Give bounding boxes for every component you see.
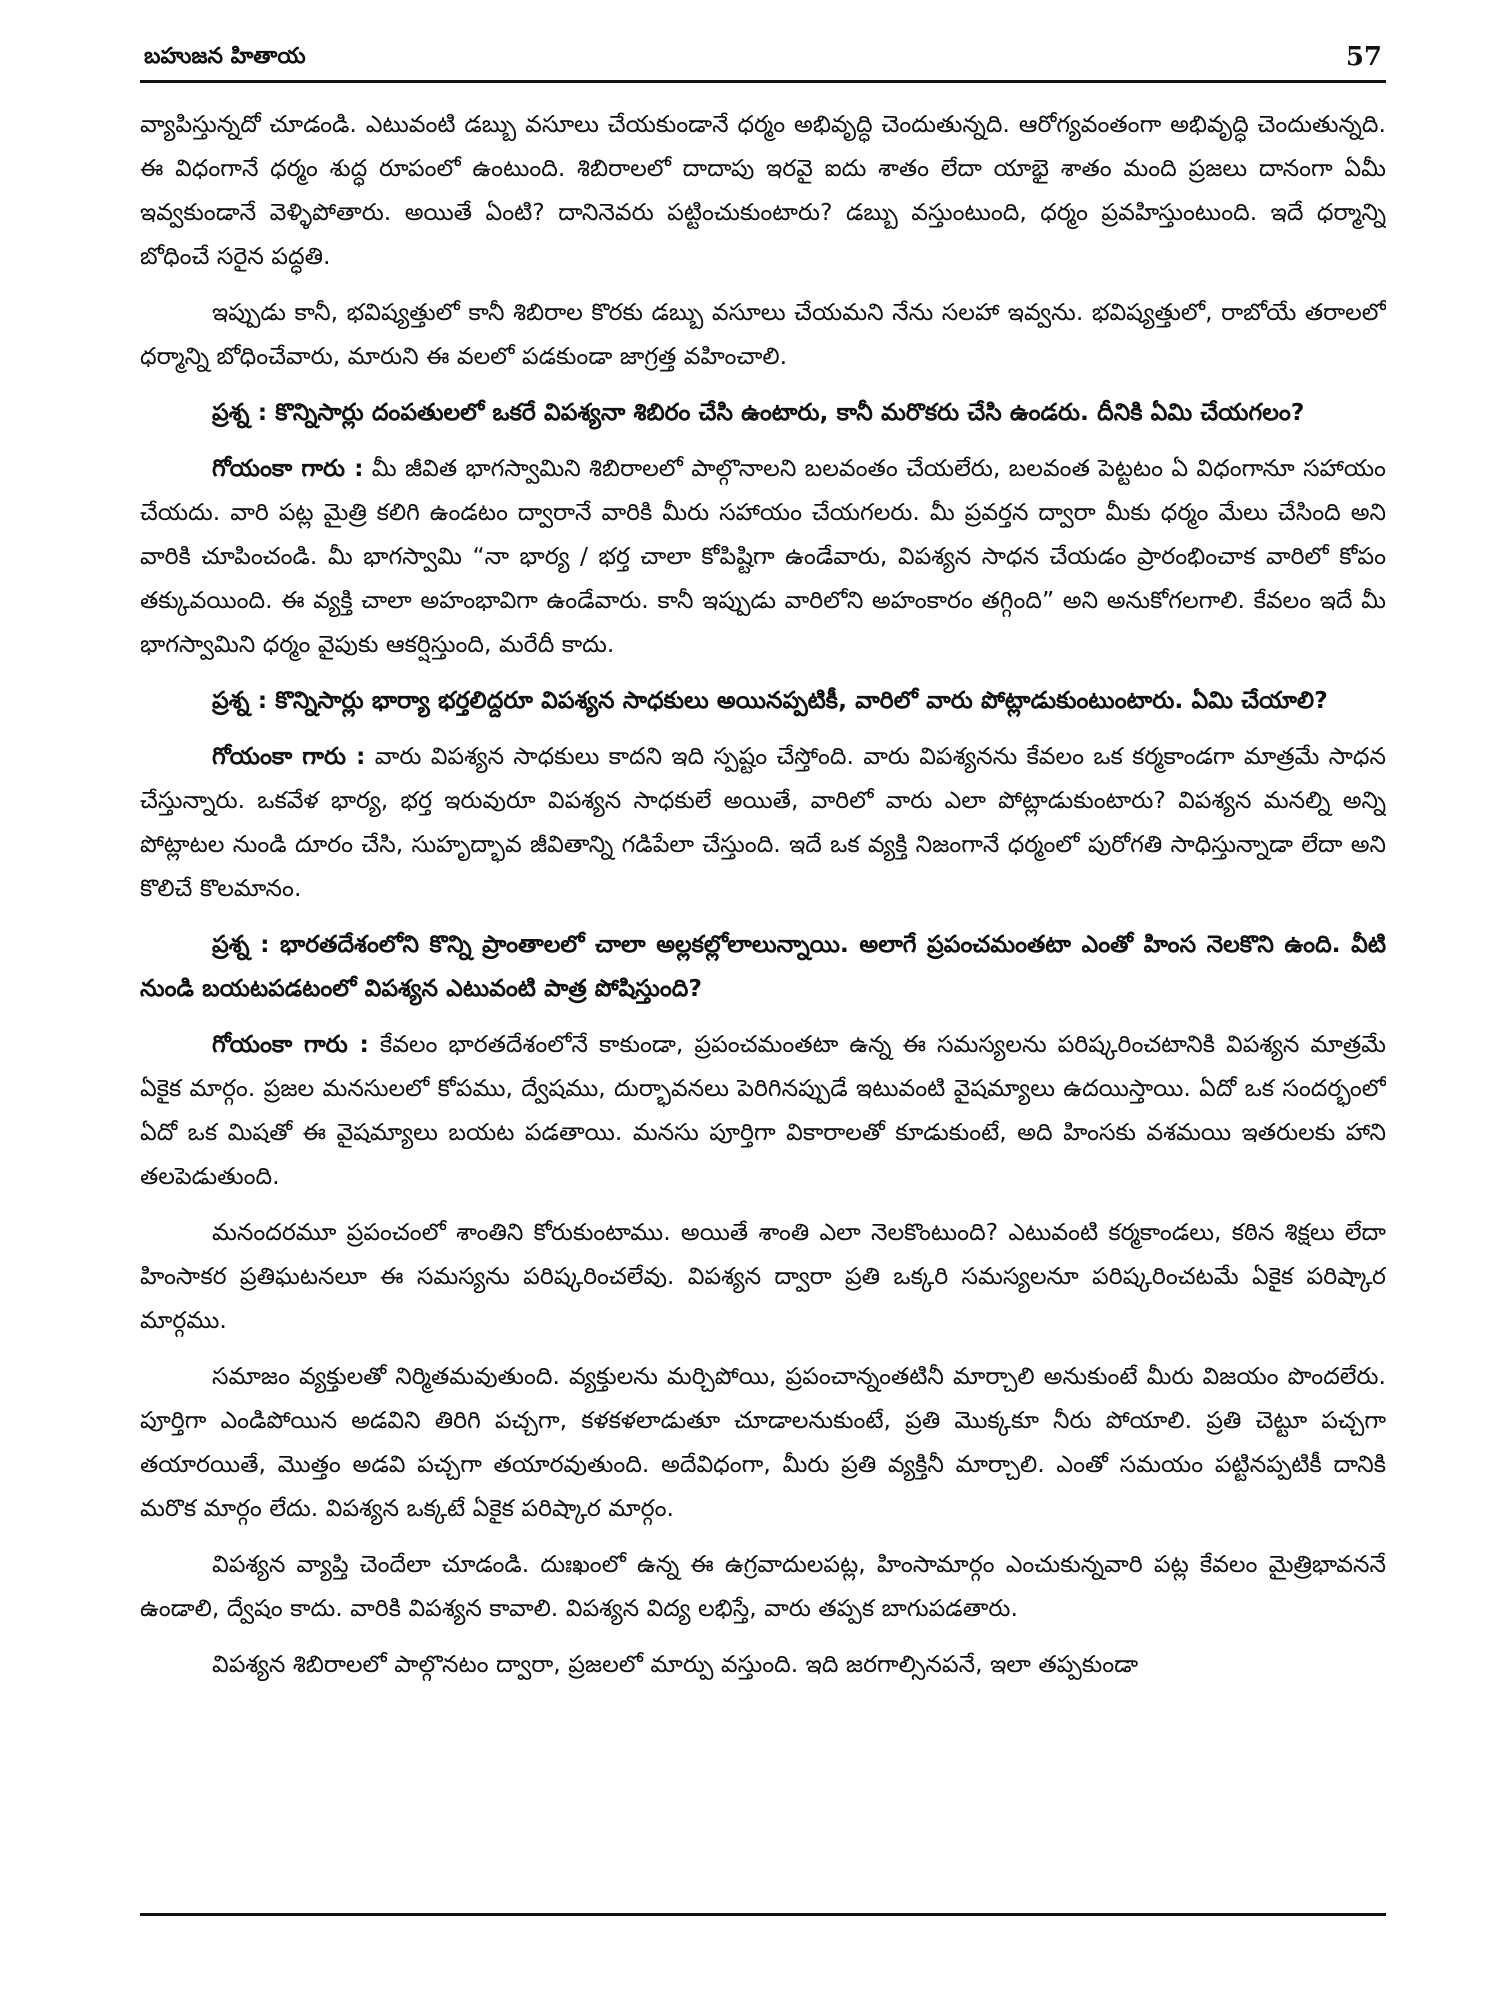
body-text <box>140 102 1386 1910</box>
answer-paragraph <box>140 1022 1386 1198</box>
question-text: కొన్నిసార్లు భార్యా భర్తలిద్దరూ విపశ్యన సాధకులు అయినప్పటికీ, వారిలో వారు పోట్లాడుకుంటుంటారు. ఏమి చేయాలి? <box>275 686 1328 714</box>
answer-paragraph <box>140 734 1386 910</box>
answer-paragraph <box>140 446 1386 666</box>
speaker-label: గోయంకా గారు : <box>212 1030 369 1058</box>
paragraph-text: సమాజం వ్యక్తులతో నిర్మితమవుతుంది. వ్యక్తులను మర్చిపోయి, ప్రపంచాన్నంతటినీ మార్చాలి అనుకుంటే మీరు విజయం పొందలేరు. పూర్తిగా ఎండిపోయిన అడవిని తిరిగి పచ్చగా, కళకళలాడుతూ చూడాలనుకుంటే, ప్రతి మొక్కకూ నీరు పోయాలి. ప్రతి చెట్టూ పచ్చగా తయారయితే, మొత్తం అడవి పచ్చగా తయారవుతుంది. అదేవిధంగా, మీరు ప్రతి వ్యక్తినీ మార్చాలి. ఎంతో సమయం పట్టినప్పటికీ దానికి మరొక మార్గం లేదు. విపశ్యన ఒక్కటే ఏకైక పరిష్కార మార్గం. <box>140 1362 1386 1522</box>
answer-text: మీ జీవిత భాగస్వామిని శిబిరాలలో పాల్గొనాలని బలవంతం చేయలేరు, బలవంత పెట్టటం ఏ విధంగానూ సహాయం చేయదు. వారి పట్ల మైత్రి కలిగి ఉండటం ద్వారానే వారికి మీరు సహాయం చేయగలరు. మీ ప్రవర్తన ద్వారా మీకు ధర్మం మేలు చేసింది అని వారికి చూపించండి. మీ భాగస్వామి “నా భార్య / భర్త చాలా కోపిష్టిగా ఉండేవారు, విపశ్యన సాధన చేయడం ప్రారంభించాక వారిలో కోపం తక్కువయింది. ఈ వ్యక్తి చాలా అహంభావిగా ఉండేవారు. కానీ ఇప్పుడు వారిలోని అహంకారం తగ్గింది” అని అనుకోగలగాలి. కేవలం ఇదే మీ భాగస్వామిని ధర్మం వైపుకు ఆకర్షిస్తుంది, మరేదీ కాదు. <box>140 454 1386 658</box>
paragraph <box>140 290 1386 378</box>
answer-text: వారు విపశ్యన సాధకులు కాదని ఇది స్పష్టం చేస్తోంది. వారు విపశ్యనను కేవలం ఒక కర్మకాండగా మాత్రమే సాధన చేస్తున్నారు. ఒకవేళ భార్య, భర్త ఇరువురూ విపశ్యన సాధకులే అయితే, వారిలో వారు ఎలా పోట్లాడుకుంటారు? విపశ్యన మనల్ని అన్ని పోట్లాటల నుండి దూరం చేసి, సుహృద్భావ జీవితాన్ని గడిపేలా చేస్తుంది. ఇదే ఒక వ్యక్తి నిజంగానే ధర్మంలో పురోగతి సాధిస్తున్నాడా లేదా అని కొలిచే కొలమానం. <box>140 742 1386 902</box>
paragraph <box>140 1354 1386 1530</box>
running-title: బహుజన హితాయ <box>144 44 306 69</box>
paragraph-continues <box>140 1642 1386 1686</box>
answer-text: కేవలం భారతదేశంలోనే కాకుండా, ప్రపంచమంతటా ఉన్న ఈ సమస్యలను పరిష్కరించటానికి విపశ్యన మాత్రమే ఏకైక మార్గం. ప్రజల మనసులలో కోపము, ద్వేషము, దుర్భావనలు పెరిగినప్పుడే ఇటువంటి వైషమ్యాలు ఉదయిస్తాయి. ఏదో ఒక సందర్భంలో ఏదో ఒక మిషతో ఈ వైషమ్యాలు బయట పడతాయి. మనసు పూర్తిగా వికారాలతో కూడుకుంటే, అది హింసకు వశమయి ఇతరులకు హాని తలపెడుతుంది. <box>140 1030 1386 1190</box>
question-text: కొన్నిసార్లు దంపతులలో ఒకరే విపశ్యనా శిబిరం చేసి ఉంటారు, కానీ మరొకరు చేసి ఉండరు. దీనికి ఏమి చేయగలం? <box>275 398 1305 426</box>
page-number: 57 <box>1345 42 1382 72</box>
question-paragraph <box>140 390 1386 434</box>
speaker-label: గోయంకా గారు : <box>212 742 366 770</box>
question-label: ప్రశ్న : <box>212 686 268 714</box>
paragraph-continued <box>140 102 1386 278</box>
paragraph-text: విపశ్యన వ్యాప్తి చెందేలా చూడండి. దుఃఖంలో ఉన్న ఈ ఉగ్రవాదులపట్ల, హింసామార్గం ఎంచుకున్నవారి పట్ల కేవలం మైత్రిభావననే ఉండాలి, ద్వేషం కాదు. వారికి విపశ్యన కావాలి. విపశ్యన విద్య లభిస్తే, వారు తప్పక బాగుపడతారు. <box>140 1550 1386 1622</box>
question-paragraph <box>140 678 1386 722</box>
paragraph-text: వ్యాపిస్తున్నదో చూడండి. ఎటువంటి డబ్బు వసూలు చేయకుండానే ధర్మం అభివృద్ధి చెందుతున్నది. ఆరోగ్యవంతంగా అభివృద్ధి చెందుతున్నది. ఈ విధంగానే ధర్మం శుద్ధ రూపంలో ఉంటుంది. శిబిరాలలో దాదాపు ఇరవై ఐదు శాతం లేదా యాభై శాతం మంది ప్రజలు దానంగా ఏమీ ఇవ్వకుండానే వెళ్ళిపోతారు. అయితే ఏంటి? దానినెవరు పట్టించుకుంటారు? డబ్బు వస్తుంటుంది, ధర్మం ప్రవహిస్తుంటుంది. ఇదే ధర్మాన్ని బోధించే సరైన పద్ధతి. <box>140 110 1386 270</box>
page-header <box>140 40 1386 83</box>
question-paragraph <box>140 922 1386 1010</box>
paragraph <box>140 1542 1386 1630</box>
footer-rule <box>140 1913 1386 1916</box>
paragraph-text: మనందరమూ ప్రపంచంలో శాంతిని కోరుకుంటాము. అయితే శాంతి ఎలా నెలకొంటుంది? ఎటువంటి కర్మకాండలు, కఠిన శిక్షలు లేదా హింసాకర ప్రతిఘటనలూ ఈ సమస్యను పరిష్కరించలేవు. విపశ్యన ద్వారా ప్రతి ఒక్కరి సమస్యలనూ పరిష్కరించటమే ఏకైక పరిష్కార మార్గము. <box>140 1218 1386 1334</box>
question-text: భారతదేశంలోని కొన్ని ప్రాంతాలలో చాలా అల్లకల్లోలాలున్నాయి. అలాగే ప్రపంచమంతటా ఎంతో హింస నెలకొని ఉంది. వీటి నుండి బయటపడటంలో విపశ్యన ఎటువంటి పాత్ర పోషిస్తుంది? <box>140 930 1386 1002</box>
speaker-label: గోయంకా గారు : <box>212 454 364 482</box>
paragraph-text: ఇప్పుడు కానీ, భవిష్యత్తులో కానీ శిబిరాల కొరకు డబ్బు వసూలు చేయమని నేను సలహా ఇవ్వను. భవిష్యత్తులో, రాబోయే తరాలలో ధర్మాన్ని బోధించేవారు, మారుని ఈ వలలో పడకుండా జాగ్రత్త వహించాలి. <box>140 298 1386 370</box>
question-label: ప్రశ్న : <box>212 398 268 426</box>
paragraph <box>140 1210 1386 1342</box>
question-label: ప్రశ్న : <box>212 930 270 958</box>
paragraph-text: విపశ్యన శిబిరాలలో పాల్గొనటం ద్వారా, ప్రజలలో మార్పు వస్తుంది. ఇది జరగాల్సినపనే, ఇలా తప్పకుండా <box>212 1650 1139 1678</box>
